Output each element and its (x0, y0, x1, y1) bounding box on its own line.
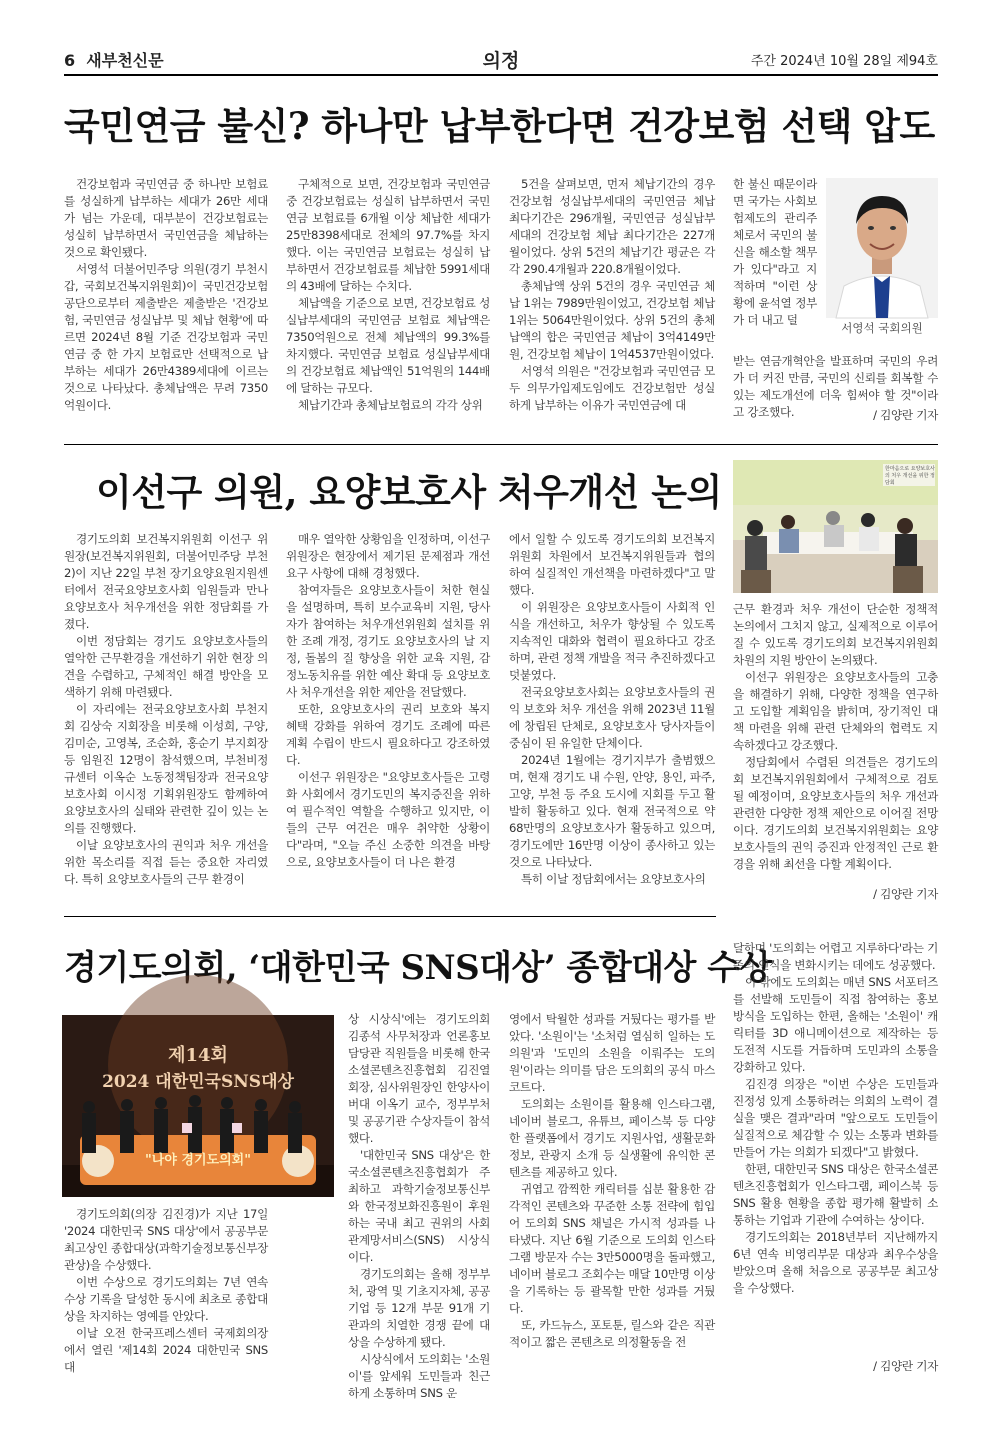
paragraph: 2024년 1월에는 경기지부가 출범했으며, 현재 경기도 내 수원, 안양, 용인, 파주, 고양, 부천 등 주요 도시에 지회를 두고 활발히 활동하고 있다. 현재 전국적으로 약 68만명의 요양보호사가 활동하고 있으며, 경기도에만 16만명 이상이 종사하고 있는 것으로 나타났다. (509, 753, 715, 869)
paragraph: 참여자들은 요양보호사들이 처한 현실을 설명하며, 특히 보수교육비 지원, 당사자가 참여하는 처우개선위원회 설치를 위한 조례 개정, 경기도 요양보호사의 날 지정, 돌봄의 질 향상을 위한 교육 지원, 감정노동치유를 위한 예산 확대 등 요양보호사 처우개선을 위한 제안을 전달했다. (286, 583, 490, 699)
paragraph: 받는 연금개혁안을 발표하며 국민의 우려가 더 커진 만큼, 국민의 신뢰를 회복할 수 있는 제도개선에 더욱 힘써야 할 것"이라고 강조했다. (733, 354, 938, 419)
paragraph: 정담회에서 수렴된 의견들은 경기도의회 보건복지위원회에서 구체적으로 검토될 예정이며, 요양보호사들의 처우 개선과 관련한 다양한 정책 제안으로 이어질 전망이다. 경기도의회 보건복지위원회는 요양보호사들의 권익 증진과 안정적인 근로 환경을 위해 최선을 다할 계획이다. (733, 755, 938, 871)
page-header (64, 46, 938, 76)
article3-byline: / 김양란 기자 (873, 1359, 938, 1373)
paragraph: 이선구 위원장은 "요양보호사들은 고령화 사회에서 경기도민의 복지증진을 위하여 필수적인 역할을 수행하고 있지만, 이들의 근무 여건은 매우 취약한 상황이다"라며, "오늘 주신 소중한 의견을 바탕으로, 요양보호사들이 더 나은 환경 (286, 770, 490, 869)
paragraph: 경기도의회는 올해 정부부처, 광역 및 기초지자체, 공공기업 등 12개 부문 91개 기관과의 치열한 경쟁 끝에 대상을 수상하게 됐다. (348, 1267, 490, 1349)
article1-column-3 (509, 176, 715, 436)
paragraph: 총체납액 상위 5건의 경우 국민연금 체납 1위는 7989만원이었고, 건강보험 체납 1위는 5064만원이었다. 상위 5건의 총체납액의 합은 국민연금 체납이 3억4149만원, 건강보험 체납이 1억4537만원이었다. (509, 279, 715, 361)
paragraph: 이 자리에는 전국요양보호사회 부천지회 김상숙 지회장을 비롯해 이성희, 구양, 김미순, 고영복, 조순화, 홍순기 부지회장 등 임원진 12명이 참석했으며, 부천비정규센터 이옥순 노동정책팀장과 전국요양보호사회 이시정 기획위원장도 함께하여 요양보호사의 실태와 관련한 깊이 있는 논의를 진행했다. (64, 702, 268, 835)
meeting-banner-text: 한마음으로 요양보호사의 처우 개선을 위한 정담회 (885, 466, 935, 486)
article2-column-3 (509, 531, 715, 903)
paragraph: 5건을 살펴보면, 먼저 체납기간의 경우 건강보험 성실납부세대의 국민연금 체납 최다기간은 296개월, 국민연금 성실납부세대의 건강보험 체납 최다기간은 227개월이었다. 상위 5건의 체납기간 평균은 각각 290.4개월과 220.8개월이었다. (509, 177, 715, 276)
paragraph: 도의회는 소원이를 활용해 인스타그램, 네이버 블로그, 유튜브, 페이스북 등 다양한 플랫폼에서 경기도 지원사업, 생활문화 정보, 관광지 소개 등 실생활에 유익한 콘텐츠를 제공하고 있다. (509, 1097, 715, 1179)
paragraph: 경기도의회는 2018년부터 지난해까지 6년 연속 비영리부문 대상과 최우수상을 받았으며 올해 처음으로 공공부문 최고상을 수상했다. (733, 1230, 938, 1295)
award-photo-banner: "나야 경기도의회" (145, 1153, 251, 1168)
article3-headline: 경기도의회, ‘대한민국 SNS대상’ 종합대상 수상 (64, 948, 772, 988)
paragraph: 체납액을 기준으로 보면, 건강보험료 성실납부세대의 국민연금 보험료 체납액은 7350억원으로 전체 체납액의 99.3%를 차지했다. 국민연금 보험료 성실납부세대의 건강보험료 체납액인 51억원의 144배에 달하는 규모다. (286, 296, 490, 395)
article1-byline: / 김양란 기자 (873, 408, 938, 422)
paragraph: 근무 환경과 처우 개선이 단순한 정책적 논의에서 그치지 않고, 실제적으로 이루어질 수 있도록 경기도의회 보건복지위원회 차원의 지원 방안이 논의됐다. (733, 602, 938, 667)
article2-column-2 (286, 531, 490, 903)
issue-date: 주간 2024년 10월 28일 제94호 (750, 54, 938, 69)
divider (64, 444, 938, 445)
article3-byline-box (733, 1358, 938, 1376)
article2-column-1 (64, 531, 268, 903)
section-title: 의정 (482, 50, 520, 72)
paragraph: 경기도의회(의장 김진경)가 지난 17일 '2024 대한민국 SNS 대상'에서 공공부문 최고상인 종합대상(과학기술정보통신부장관상)을 수상했다. (64, 1207, 268, 1272)
paragraph: 서영석 의원은 "건강보험과 국민연금 모두 의무가입제도임에도 건강보험만 성실하게 납부하는 이유가 국민연금에 대 (509, 364, 715, 412)
paragraph: 한 불신 때문이라면 국가는 사회보험제도의 관리주체로서 국민의 불신을 해소할 책무가 있다"라고 지적하며 "이런 상황에 윤석열 정부가 더 내고 덜 (733, 177, 817, 327)
paragraph: 달하며 '도의회는 어렵고 지루하다'라는 기존의 인식을 변화시키는 데에도 성공했다. (733, 941, 938, 972)
paragraph: 특히 이날 정담회에서는 요양보호사의 (521, 872, 706, 886)
paper-name: 새부천신문 (86, 51, 164, 70)
meeting-photo (733, 460, 938, 593)
divider (64, 916, 716, 917)
paragraph: 이번 수상으로 경기도의회는 7년 연속 수상 기록을 달성한 동시에 최초로 종합대상을 차지하는 영예를 안았다. (64, 1275, 268, 1323)
paragraph: 매우 열악한 상황임을 인정하며, 이선구 위원장은 현장에서 제기된 문제점과 개선 요구 사항에 대해 경청했다. (286, 532, 490, 580)
paragraph: 김진경 의장은 "이번 수상은 도민들과 진정성 있게 소통하려는 의회의 노력이 결실을 맺은 결과"라며 "앞으로도 도민들이 실질적으로 체감할 수 있는 소통과 변화를 만들어 가는 의회가 되겠다"고 밝혔다. (733, 1077, 938, 1159)
article1-column-1 (64, 176, 268, 436)
paragraph: 경기도의회 보건복지위원회 이선구 위원장(보건복지위원회, 더불어민주당 부천2)이 지난 22일 부천 장기요양요원지원센터에서 전국요양보호사회 임원들과 만나 요양보호사 처우개선을 위한 정담회를 가졌다. (64, 532, 268, 631)
paragraph: 체납기간과 총체납보험료의 각각 상위 (298, 398, 483, 412)
paragraph: 건강보험과 국민연금 중 하나만 보험료를 성실하게 납부하는 세대가 26만 세대가 넘는 가운데, 대부분이 건강보험료는 성실히 납부하면서 국민연금을 체납하는 것으로 확인됐다. (64, 177, 268, 259)
paragraph: 이 밖에도 도의회는 매년 SNS 서포터즈를 선발해 도민들이 직접 참여하는 홍보 방식을 도입하는 한편, 올해는 '소원이' 캐릭터를 3D 애니메이션으로 제작하는 등 도전적 시도를 거듭하며 도민과의 소통을 강화하고 있다. (733, 975, 938, 1074)
portrait-photo (826, 178, 938, 318)
paragraph: 상 시상식'에는 경기도의회 김종석 사무처장과 언론홍보담당관 직원들을 비롯해 한국소셜콘텐츠진흥협회 김진열 회장, 심사위원장인 한양사이버대 이옥기 교수, 정부부처 및 공공기관 수상자들이 참석했다. (348, 1012, 490, 1145)
paragraph: 이번 정담회는 경기도 요양보호사들의 열악한 근무환경을 개선하기 위한 현장 의견을 수렴하고, 구체적인 해결 방안을 모색하기 위해 마련됐다. (64, 634, 268, 699)
paragraph: 또, 카드뉴스, 포토툰, 릴스와 같은 직관적이고 짧은 콘텐츠로 의정활동을 전 (509, 1318, 715, 1349)
article3-column-4 (733, 940, 938, 1358)
article3-column-3 (509, 1011, 715, 1376)
paragraph: 영에서 탁월한 성과를 거뒀다는 평가를 받았다. '소원이'는 '소처럼 열심히 일하는 도의원'과 '도민의 소원을 이뤄주는 도의원'이라는 의미를 담은 도의회의 공식 마스코트다. (509, 1012, 715, 1094)
article1-headline: 국민연금 불신? 하나만 납부한다면 건강보험 선택 압도 (64, 104, 935, 148)
paragraph: '대한민국 SNS 대상'은 한국소셜콘텐츠진흥협회가 주최하고 과학기술정보통신부와 한국정보화진흥원이 후원하는 국내 최고 권위의 사회관계망서비스(SNS) 시상식이다. (348, 1148, 490, 1264)
paragraph: 이선구 위원장은 요양보호사들의 고충을 해결하기 위해, 다양한 정책을 연구하고 도입할 계획임을 밝히며, 장기적인 대책 마련을 위해 관련 단체와의 협력도 지속하겠다고 강조했다. (733, 670, 938, 752)
article1-column-2 (286, 176, 490, 436)
award-photo-title-2: 2024 대한민국SNS대상 (102, 1072, 294, 1092)
portrait-caption: 서영석 국회의원 (841, 321, 923, 335)
paragraph: 이날 오전 한국프레스센터 국제회의장에서 열린 '제14회 2024 대한민국 SNS 대 (64, 1326, 268, 1374)
article2-headline: 이선구 의원, 요양보호사 처우개선 논의 (96, 470, 722, 514)
paragraph: 한편, 대한민국 SNS 대상은 한국소셜콘텐츠진흥협회가 인스타그램, 페이스북 등 SNS 활용 현황을 종합 평가해 활발히 소통하는 기업과 기관에 수여하는 상이다. (733, 1162, 938, 1227)
paragraph: 또한, 요양보호사의 권리 보호와 복지 혜택 강화를 위하여 경기도 조례에 따른 계획 수립이 반드시 필요하다고 강조하였다. (286, 702, 490, 767)
article1-byline-box (733, 407, 938, 425)
article2-byline-box (733, 886, 938, 904)
award-photo (62, 1015, 334, 1197)
paragraph: 귀엽고 깜찍한 캐릭터를 십분 활용한 감각적인 콘텐츠와 꾸준한 소통 전략에 힘입어 도의회 SNS 채널은 가시적 성과를 나타냈다. 지난 6월 기준으로 도의회 인스타그램 방문자 수는 3만5000명을 돌파했고, 네이버 블로그 조회수는 매달 10만명 이상을 기록하는 등 괄목할 만한 성과를 거뒀다. (509, 1182, 715, 1315)
page-number: 6 (64, 51, 76, 70)
paragraph: 시상식에서 도의회는 '소원이'를 앞세워 도민들과 친근하게 소통하며 SNS 운 (348, 1352, 490, 1400)
paragraph: 에서 일할 수 있도록 경기도의회 보건복지위원회 차원에서 보건복지위원들과 협의하여 실질적인 개선책을 마련하겠다"고 말했다. (509, 532, 715, 597)
paragraph: 이날 요양보호사의 권익과 처우 개선을 위한 목소리를 직접 듣는 중요한 자리였다. 특히 요양보호사들의 근무 환경이 (64, 838, 268, 886)
paragraph: 이 위원장은 요양보호사들이 사회적 인식을 개선하고, 처우가 향상될 수 있도록 지속적인 대화와 협력이 필요하다고 강조하며, 관련 정책 개발을 적극 추진하겠다고 덧붙였다. (509, 600, 715, 682)
article2-byline: / 김양란 기자 (873, 887, 938, 901)
paragraph: 구체적으로 보면, 건강보험과 국민연금 중 건강보험료는 성실히 납부하면서 국민연금 보험료를 6개월 이상 체납한 세대가 25만8398세대로 전체의 97.7%를 차지했다. 이는 국민연금 보험료는 성실히 납부하면서 건강보험료를 체납한 5991세대의 43배에 달하는 수치다. (286, 177, 490, 293)
article1-column-4-top (733, 176, 817, 352)
article2-column-4 (733, 601, 938, 885)
article3-column-2 (348, 1011, 490, 1400)
article3-column-1 (64, 1206, 268, 1376)
award-photo-title-1: 제14회 (168, 1045, 228, 1066)
paragraph: 서영석 더불어민주당 의원(경기 부천시갑, 국회보건복지위원회)이 국민건강보험공단으로부터 제출받은 제출받은 '건강보험, 국민연금 성실납부 및 체납 현황'에 따르면 2024년 8월 기준 건강보험과 국민연금 중 한 가지 보험료만 선택적으로 납부하는 세대가 26만4389세대에 이르는 것으로 나타났다. 총체납액은 무려 7350억원이다. (64, 262, 268, 412)
paragraph: 전국요양보호사회는 요양보호사들의 권익 보호와 처우 개선을 위해 2023년 11월에 창립된 단체로, 요양보호사 당사자들이 중심이 된 유일한 단체이다. (509, 685, 715, 750)
